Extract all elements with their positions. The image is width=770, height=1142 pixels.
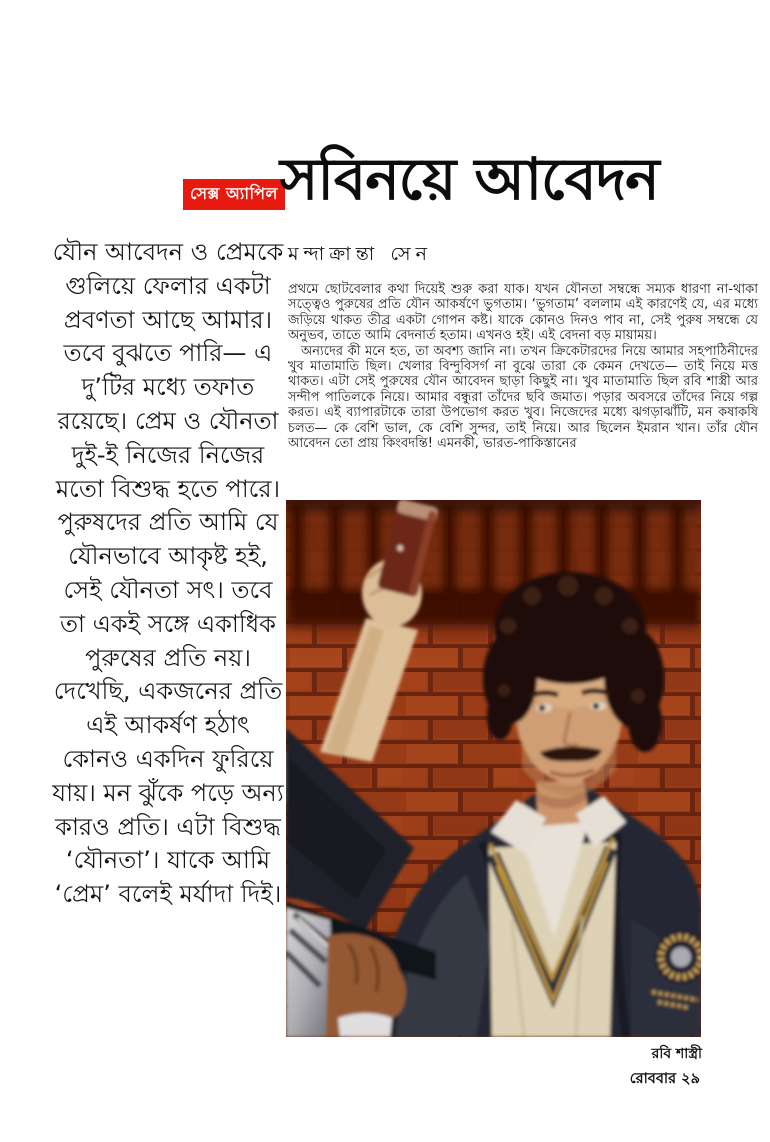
pull-quote: যৌন আবেদন ও প্রেমকে গুলিয়ে ফেলার একটা প্রবণতা আছে আমার। তবে বুঝতে পারি— এ দু’টির মধ্যে তফাত রয়েছে। প্রেম ও যৌনতা দুই-ই নিজের নিজের মতো বিশুদ্ধ হতে পারে। পুরুষদের প্রতি আমি যে যৌনভাবে আকৃষ্ট হই, সেই যৌনতা সৎ। তবে তা একই সঙ্গে একাধিক পুরুষের প্রতি নয়। দেখেছি, একজনের প্রতি এই আকর্ষণ হঠাৎ কোনও একদিন ফুরিয়ে যায়। মন ঝুঁকে পড়ে অন্য কারও প্রতি। এটা বিশুদ্ধ ‘যৌনতা’। যাকে আমি ‘প্রেম’ বলেই মর্যাদা দিই।	[52, 238, 284, 909]
article-body	[288, 282, 758, 451]
section-label: সেক্স অ্যাপিল	[183, 179, 285, 210]
photo-caption: রবি শাস্ত্রী	[651, 1046, 702, 1062]
photo-illustration	[286, 500, 701, 1037]
article-paragraph: অন্যদের কী মনে হত, তা অবশ্য জানি না। তখন ক্রিকেটারদের নিয়ে আমার সহপাঠিনীদের খুব মাতামাতি ছিল। খেলার বিন্দুবিসর্গ না বুঝে তারা কে কেমন দেখতে— তাই নিয়ে মত্ত থাকত। এটা সেই পুরুষের যৌন আবেদন ছাড়া কিছুই না। খুব মাতামাতি ছিল রবি শাস্ত্রী আর সন্দীপ পাতিলকে নিয়ে। আমার বন্ধুরা তাঁদের ছবি জমাত। পড়ার অবসরে তাঁদের নিয়ে গল্প করত। এই ব্যাপারটাকে তারা উপভোগ করত খুব। নিজেদের মধ্যে ঝগড়াঝাঁটি, মন কষাকষি চলত— কে বেশি ভাল, কে বেশি সুন্দর, তাই নিয়ে। আর ছিলেন ইমরান খান। তাঁর যৌন আবেদন তো প্রায় কিংবদন্তি! এমনকী, ভারত-পাকিস্তানের	[288, 343, 758, 452]
page-title: সবিনয়ে আবেদন	[280, 145, 659, 213]
photo-ravi-shastri	[286, 500, 701, 1037]
byline: মন্দাক্রান্তা সেন	[288, 243, 432, 265]
article-paragraph: প্রথমে ছোটবেলার কথা দিয়েই শুরু করা যাক। যখন যৌনতা সম্বন্ধে সম্যক ধারণা না-থাকা সত্ত্বেও পুরুষের প্রতি যৌন আকর্ষণে ভুগতাম। ‘ভুগতাম’ বললাম এই কারণেই যে, এর মধ্যে জড়িয়ে থাকত তীব্র একটা গোপন কষ্ট। যাকে কোনও দিনও পাব না, সেই পুরুষ সম্বন্ধে যে অনুভব, তাতে আমি বেদনার্ত হতাম। এখনও হই। এই বেদনা বড় মায়াময়।	[288, 282, 758, 344]
page-footer: রোববার ২৯	[629, 1071, 700, 1087]
